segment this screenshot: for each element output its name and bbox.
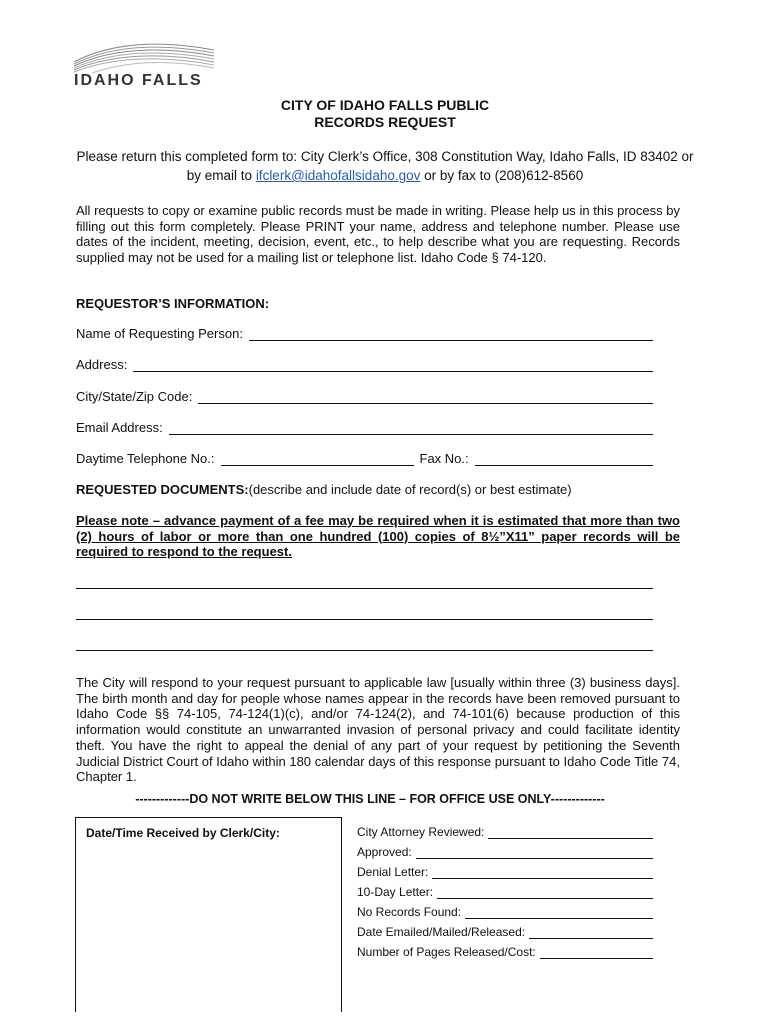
no-records-line[interactable] xyxy=(465,906,653,919)
return-info-line1: Please return this completed form to: City Clerk’s Office, 308 Constitution Way, Idaho Falls, ID 83402 or xyxy=(76,149,694,164)
received-label: Date/Time Received by Clerk/City: xyxy=(86,826,280,840)
address-line[interactable] xyxy=(133,358,653,372)
email-field[interactable] xyxy=(76,420,653,435)
ten-day-label: 10-Day Letter: xyxy=(357,885,434,899)
approved-line[interactable] xyxy=(416,846,653,859)
pages-cost-label: Number of Pages Released/Cost: xyxy=(357,945,536,959)
denial-line[interactable] xyxy=(432,866,653,879)
pages-cost-line[interactable] xyxy=(540,946,653,959)
clerk-email-link[interactable]: ifclerk@idahofallsidaho.gov xyxy=(255,168,421,183)
city-state-zip-label: City/State/Zip Code: xyxy=(76,389,193,404)
return-info-suffix: or by fax to (208)612-8560 xyxy=(420,168,584,183)
return-info-line2 xyxy=(0,166,770,185)
approved-label: Approved: xyxy=(357,845,412,859)
form-title-line1: CITY OF IDAHO FALLS PUBLIC xyxy=(280,97,490,113)
form-title-line2: RECORDS REQUEST xyxy=(314,114,456,130)
document-line-2[interactable] xyxy=(76,605,653,620)
document-line-3[interactable] xyxy=(76,636,653,651)
phone-label: Daytime Telephone No.: xyxy=(76,451,215,466)
phone-fax-row xyxy=(76,451,653,466)
name-line[interactable] xyxy=(249,327,653,341)
fax-line[interactable] xyxy=(475,452,653,466)
document-line-1[interactable] xyxy=(76,574,653,589)
email-line[interactable] xyxy=(169,421,653,435)
name-label: Name of Requesting Person: xyxy=(76,326,243,341)
received-box[interactable] xyxy=(75,817,342,1012)
office-use-divider: -------------DO NOT WRITE BELOW THIS LINE – FOR OFFICE USE ONLY------------- xyxy=(135,792,605,806)
attorney-line[interactable] xyxy=(488,826,653,839)
response-paragraph: The City will respond to your request pursuant to applicable law [usually within three (3) business days]. The birth month and day for people whose names appear in the records have been removed pursuant to Idaho Code §§ 74-105, 74-124(1)(c), and/or 74-124(2), and 74-101(6) because production of this information would constitute an unwarranted invasion of personal privacy and could facilitate identity theft. You have the right to appeal the denial of any part of your request by petitioning the Seventh Judicial District Court of Idaho within 180 calendar days of this response pursuant to Idaho Code Title 74, Chapter 1. xyxy=(76,675,680,785)
name-field[interactable] xyxy=(76,326,653,341)
denial-label: Denial Letter: xyxy=(357,865,429,879)
attorney-label: City Attorney Reviewed: xyxy=(357,825,485,839)
return-info-prefix: by email to xyxy=(186,168,256,183)
waves-icon xyxy=(72,40,222,74)
fax-label: Fax No.: xyxy=(419,451,469,466)
office-field-no-records[interactable] xyxy=(357,905,653,919)
office-field-pages-cost[interactable] xyxy=(357,945,653,959)
office-field-attorney[interactable] xyxy=(357,825,653,839)
documents-heading-note: (describe and include date of record(s) or best estimate) xyxy=(248,482,572,497)
fee-note: Please note – advance payment of a fee may be required when it is estimated that more than two (2) hours of labor or more than one hundred (100) copies of 8½”X11” paper records will be required to respond to the request. xyxy=(76,513,680,559)
no-records-label: No Records Found: xyxy=(357,905,462,919)
date-released-label: Date Emailed/Mailed/Released: xyxy=(357,925,526,939)
documents-heading-row xyxy=(76,482,572,497)
intro-paragraph: All requests to copy or examine public records must be made in writing. Please help us in this process by filling out this form completely. Please PRINT your name, address and telephone number. Please use dates of the incident, meeting, decision, event, etc., to help describe what you are requesting. Records supplied may not be used for a mailing list or telephone list. Idaho Code § 74-120. xyxy=(76,203,680,266)
phone-line[interactable] xyxy=(221,452,414,466)
city-state-zip-line[interactable] xyxy=(198,390,653,404)
office-field-date-released[interactable] xyxy=(357,925,653,939)
city-state-zip-field[interactable] xyxy=(76,389,653,404)
office-field-ten-day[interactable] xyxy=(357,885,653,899)
office-field-approved[interactable] xyxy=(357,845,653,859)
address-label: Address: xyxy=(76,357,128,372)
documents-heading: REQUESTED DOCUMENTS: xyxy=(76,482,249,497)
ten-day-line[interactable] xyxy=(437,886,653,899)
email-label: Email Address: xyxy=(76,420,163,435)
logo-text: IDAHO FALLS xyxy=(74,72,203,89)
address-field[interactable] xyxy=(76,357,653,372)
date-released-line[interactable] xyxy=(529,926,653,939)
requestor-heading: REQUESTOR’S INFORMATION: xyxy=(76,296,270,311)
office-field-denial[interactable] xyxy=(357,865,653,879)
idaho-falls-logo xyxy=(72,40,222,95)
